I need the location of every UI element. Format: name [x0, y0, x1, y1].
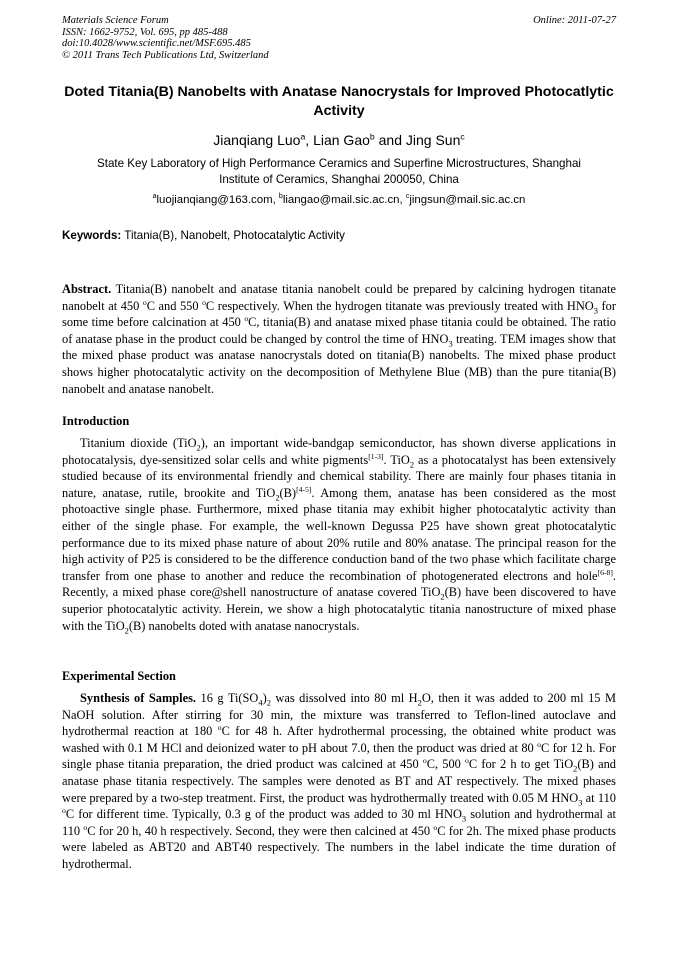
intro-text: (B) nanobelts doted with anatase nanocrystals. [128, 618, 360, 633]
email-mark: b [278, 193, 283, 201]
subscript: 2 [275, 492, 280, 503]
author-name: Lian Gao [313, 132, 370, 148]
citation: [1-3] [368, 451, 384, 461]
affiliation-line: Institute of Ceramics, Shanghai 200050, China [219, 173, 459, 186]
abstract-text: Titania(B) nanobelt and anatase titania nanobelt could be prepared by calcining hydrogen titanate nanobelt at 450 [62, 282, 616, 313]
subsection-label: Synthesis of Samples. [80, 691, 197, 705]
author-affil-mark: b [369, 131, 375, 142]
degree-mark: o [202, 297, 206, 307]
intro-text: . Recently, a mixed phase core@shell nanostructure of anatase covered TiO [62, 568, 616, 600]
intro-text: ), an important wide-bandgap semiconductor, has shown diverse applications in photocatalysis, dye-sensitized solar cells and white pigments [62, 436, 617, 467]
subscript: 3 [461, 813, 467, 824]
abstract-text: C and 550 [146, 298, 203, 313]
degree-mark: o [244, 314, 249, 324]
exp-text: was dissolved into 80 ml H [270, 691, 418, 705]
paper-title: Doted Titania(B) Nanobelts with Anatase Nanocrystals for Improved Photocatlytic Activity [64, 84, 614, 119]
exp-text: 16 g Ti(SO [196, 691, 259, 705]
author-name: Jianqiang Luo [213, 132, 301, 148]
subscript: 3 [593, 305, 598, 316]
exp-text: C for different time. Typically, 0.3 g of the product was added to 30 ml HNO [65, 807, 462, 822]
email-mark: a [152, 193, 157, 201]
subscript: 2 [409, 459, 415, 470]
degree-mark: o [83, 822, 88, 832]
intro-text: (B) [279, 485, 297, 500]
email-separator: , [399, 194, 406, 206]
author-affil-mark: c [460, 131, 465, 142]
issn-line: ISSN: 1662-9752, Vol. 695, pp 485-488 [62, 26, 228, 38]
abstract [62, 281, 616, 397]
intro-text: (B) have been discovered to have superior photocatalytic activity. Herein, we show a high photocatalytic titania nanostructure of mixed phase with the TiO [62, 585, 617, 633]
exp-text: C for 2h. The mixed phase products were labeled as ABT20 and ABT40 respectively. The numbers in the label indicate the time duration of hydrothermal. [62, 823, 616, 871]
subscript: 2 [440, 591, 445, 602]
subscript: 2 [417, 697, 422, 708]
subscript: 2 [196, 442, 201, 453]
degree-mark: o [142, 297, 147, 307]
exp-text: C for 2 h to get TiO [468, 757, 574, 772]
abstract-label: Abstract. [62, 282, 112, 296]
subscript: 4 [258, 697, 263, 708]
exp-text: (B) and anatase phase titania respectively. The samples were denoted as BT and AT respectively. The mixed phases were prepared by a two-step treatment. First, the product was hydrothermally treated with 0.05 M HNO [62, 757, 616, 805]
abstract-paragraph [62, 281, 616, 397]
doi-line: doi:10.4028/www.scientific.net/MSF.695.485 [62, 38, 251, 50]
exp-text: O, then it was added to 200 ml 15 M NaOH solution. After stirring for 30 min, the mixture was transferred to Teflon-lined autoclave and hydrothermal reaction at 180 [62, 691, 616, 739]
experimental-heading: Experimental Section [62, 669, 176, 683]
email-address[interactable]: jingsun@mail.sic.ac.cn [409, 194, 526, 206]
abstract-text: treating. TEM images show that the mixed phase product was anatase nanocrystals doted on titania(B) nanobelts. The mixed phase product shows higher photocatalytic activity on the decomposition of Methylene Blue (MB) than the pure titania(B) nanobelt and anatase nanobelt. [62, 331, 616, 396]
keywords [62, 229, 616, 243]
exp-text: ) [262, 691, 267, 705]
online-date: Online: 2011-07-27 [533, 15, 616, 26]
email-address[interactable]: liangao@mail.sic.ac.cn [282, 194, 400, 206]
author-name: Jing Sun [405, 132, 461, 148]
experimental-section [62, 690, 616, 873]
intro-text: . Among them, anatase has been considered as the most photoactive single phase. Furthermore, mixed phase titania may exhibit higher photocatalytic activity than either of the single phase. For example, the well-known Degussa P25 have shown great photocatalytic performance due to its mixed phase nature of about 20% rutile and 80% anatase. The principal reason for the high activity of P25 is considered to be the difference conduction band of the two phase which facilitate charge transfer from one phase to another and reduce the recombination of photogenerated electrons and hole [62, 485, 616, 583]
subscript: 3 [578, 797, 583, 808]
introduction-paragraph [62, 435, 616, 634]
author-separator: , [305, 132, 314, 148]
keywords-label: Keywords: [62, 229, 122, 242]
email-address[interactable]: luojianqiang@163.com [156, 194, 273, 206]
citation: [6-8] [597, 567, 613, 577]
abstract-text: C respectively. When the hydrogen titanate was previously treated with HNO [205, 298, 594, 313]
exp-text: C for 20 h, 40 h respectively. Second, they were then calcined at 450 [87, 823, 434, 838]
intro-text: Titanium dioxide (TiO [80, 436, 197, 450]
experimental-paragraph [62, 690, 616, 873]
subscript: 3 [448, 338, 453, 349]
email-separator: , [272, 194, 279, 206]
copyright-line: © 2011 Trans Tech Publications Ltd, Switzerland [62, 49, 269, 61]
subscript: 2 [124, 625, 129, 635]
degree-mark: o [433, 822, 438, 832]
journal-header [62, 15, 616, 61]
author-list [62, 131, 616, 149]
degree-mark: o [465, 756, 469, 766]
exp-text: at 110 [582, 790, 616, 805]
author-separator: and [374, 132, 406, 148]
author-affil-mark: a [300, 131, 306, 142]
intro-text: as a photocatalyst has been extensively studied because of its environmental friendly and chemical stability. There are mainly four phases titania in nature, anatase, rutile, brookite and TiO [62, 452, 616, 500]
citation: [4-5] [296, 484, 312, 494]
subscript: 2 [266, 697, 271, 708]
affiliation-line: State Key Laboratory of High Performance Ceramics and Superfine Microstructures, Shanghai [97, 157, 581, 170]
introduction-heading: Introduction [62, 414, 130, 428]
affiliation [62, 156, 616, 188]
introduction-section [62, 435, 616, 634]
exp-text: C, 500 [426, 757, 466, 772]
degree-mark: o [422, 756, 427, 766]
author-emails [62, 193, 616, 207]
exp-text: C for 12 h. For single phase titania preparation, the dried product was calcined at 450 [62, 740, 616, 772]
degree-mark: o [537, 739, 541, 749]
abstract-text: for some time before calcination at 450 [62, 298, 616, 330]
degree-mark: o [217, 723, 222, 733]
intro-text: . TiO [383, 452, 410, 467]
exp-text: solution and hydrothermal at 110 [62, 807, 616, 838]
email-mark: c [405, 193, 410, 201]
keywords-text: Titania(B), Nanobelt, Photocatalytic Activity [121, 229, 345, 242]
journal-name: Materials Science Forum [62, 15, 169, 26]
degree-mark: o [62, 806, 66, 816]
subscript: 2 [573, 763, 578, 774]
abstract-text: C, titania(B) and anatase mixed phase titania could be obtained. The ratio of anatase phase in the product could be changed by control the time of HNO [62, 315, 616, 346]
exp-text: C for 48 h. After hydrothermal processing, the obtained white product was washed with 0.1 M HCl and deionized water to pH about 7.0, then the product was dried at 80 [62, 724, 616, 755]
